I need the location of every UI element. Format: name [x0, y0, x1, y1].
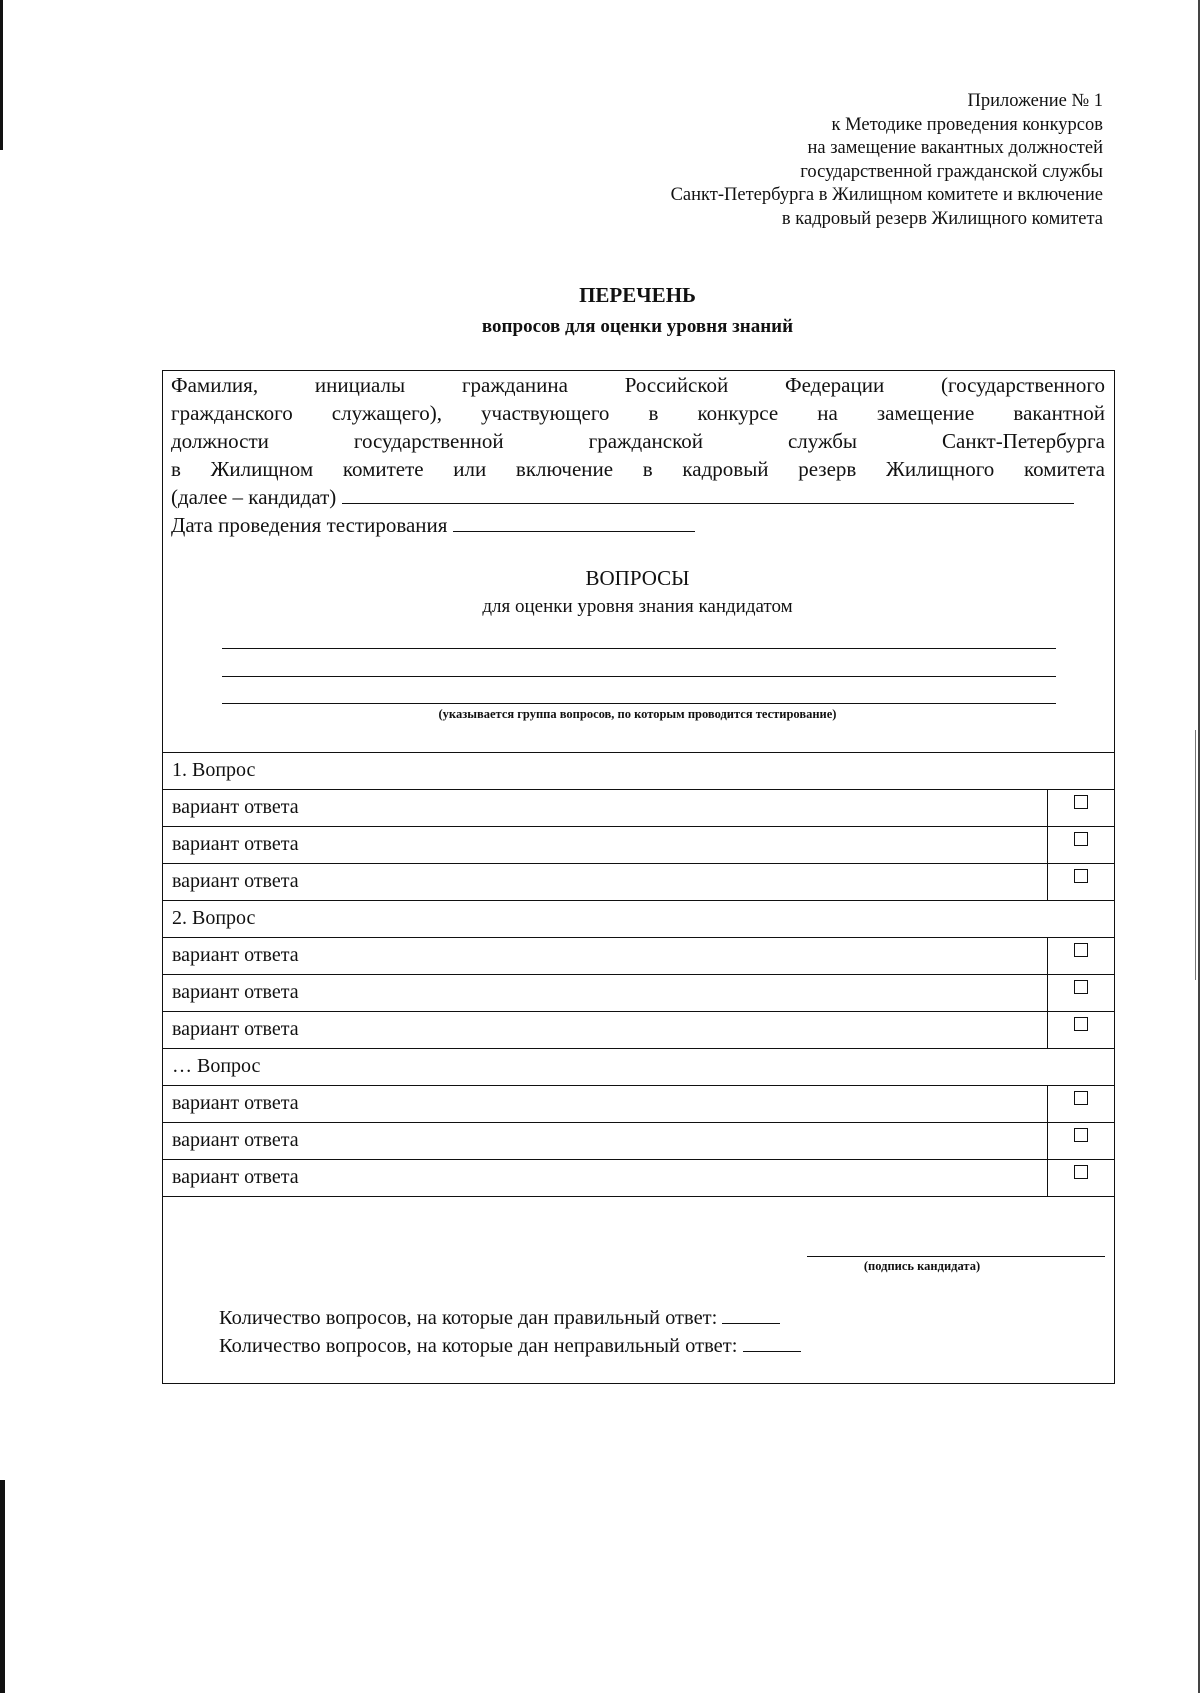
answer-row: [162, 1011, 1115, 1048]
intro-line: в Жилищном комитете или включение в кадровый резерв Жилищного комитета: [171, 457, 1105, 481]
question-group-note: (указывается группа вопросов, по которым проводится тестирование): [438, 707, 837, 721]
candidate-name-field[interactable]: [342, 483, 1074, 504]
checkbox-cell: [1047, 937, 1115, 975]
appendix-header: [671, 90, 1103, 231]
candidate-name-row: [171, 483, 1105, 511]
intro-line: Фамилия, инициалы гражданина Российской Федерации (государственного: [171, 373, 1105, 397]
answer-row: [162, 974, 1115, 1011]
appendix-line: на замещение вакантных должностей: [807, 138, 1103, 158]
answer-row: [162, 1159, 1115, 1196]
questions-subheading: для оценки уровня знания кандидатом: [482, 596, 793, 617]
appendix-line: в кадровый резерв Жилищного комитета: [781, 208, 1103, 229]
scan-edge-left-lower: [0, 1480, 5, 1693]
answer-row: [162, 937, 1115, 974]
candidate-label: (далее – кандидат): [171, 485, 337, 509]
checkbox-cell: [1047, 974, 1115, 1012]
checkbox-cell: [1047, 1011, 1115, 1049]
question-group-field-2[interactable]: [222, 676, 1056, 677]
incorrect-count-label: Количество вопросов, на которые дан неправильный ответ:: [219, 1335, 738, 1357]
signature-label: (подпись кандидата): [863, 1259, 981, 1273]
scan-edge-left: [0, 0, 3, 150]
checkbox-cell: [1047, 789, 1115, 827]
question-title-row: [162, 900, 1115, 937]
question-title: 2. Вопрос: [172, 907, 256, 929]
checkbox-cell: [1047, 1085, 1115, 1123]
answer-checkbox[interactable]: [1074, 1017, 1088, 1031]
checkbox-cell: [1047, 1159, 1115, 1197]
answer-label: вариант ответа: [172, 1018, 299, 1040]
answer-checkbox[interactable]: [1074, 980, 1088, 994]
answer-row: [162, 789, 1115, 826]
incorrect-count-field[interactable]: [743, 1331, 801, 1352]
answer-label: вариант ответа: [172, 1129, 299, 1151]
checkbox-cell: [1047, 1122, 1115, 1160]
test-date-label: Дата проведения тестирования: [171, 513, 448, 537]
answer-label: вариант ответа: [172, 1166, 299, 1188]
answer-checkbox[interactable]: [1074, 795, 1088, 809]
answer-row: [162, 826, 1115, 863]
intro-line: гражданского служащего), участвующего в конкурсе на замещение вакантной: [171, 401, 1105, 425]
answer-row: [162, 1085, 1115, 1122]
answer-row: [162, 1122, 1115, 1159]
question-title-row: [162, 1048, 1115, 1085]
question-title: 1. Вопрос: [172, 759, 256, 781]
checkbox-cell: [1047, 826, 1115, 864]
answer-row: [162, 863, 1115, 900]
appendix-line: государственной гражданской службы: [800, 161, 1103, 182]
questions-heading: ВОПРОСЫ: [585, 566, 690, 590]
intro-line: должности государственной гражданской службы Санкт-Петербурга: [171, 429, 1105, 453]
document-title: ПЕРЕЧЕНЬ: [579, 283, 696, 307]
answer-label: вариант ответа: [172, 981, 299, 1003]
correct-count-row: [219, 1303, 780, 1330]
answer-label: вариант ответа: [172, 944, 299, 966]
answer-checkbox[interactable]: [1074, 1091, 1088, 1105]
correct-count-field[interactable]: [722, 1303, 780, 1324]
table-bottom-rule: [162, 1196, 1115, 1197]
answer-checkbox[interactable]: [1074, 832, 1088, 846]
answer-label: вариант ответа: [172, 833, 299, 855]
answer-checkbox[interactable]: [1074, 1165, 1088, 1179]
question-title-row: [162, 752, 1115, 789]
answer-checkbox[interactable]: [1074, 1128, 1088, 1142]
question-title: … Вопрос: [172, 1055, 261, 1077]
answer-label: вариант ответа: [172, 796, 299, 818]
document-subtitle: вопросов для оценки уровня знаний: [481, 316, 794, 337]
signature-field[interactable]: [807, 1256, 1105, 1257]
test-date-field[interactable]: [453, 511, 695, 532]
answer-checkbox[interactable]: [1074, 869, 1088, 883]
answer-label: вариант ответа: [172, 1092, 299, 1114]
checkbox-cell: [1047, 863, 1115, 901]
correct-count-label: Количество вопросов, на которые дан правильный ответ:: [219, 1307, 718, 1329]
answer-label: вариант ответа: [172, 870, 299, 892]
appendix-line: к Методике проведения конкурсов: [831, 114, 1103, 135]
question-group-field-3[interactable]: [222, 703, 1056, 704]
incorrect-count-row: [219, 1331, 801, 1358]
answer-checkbox[interactable]: [1074, 943, 1088, 957]
question-group-field-1[interactable]: [222, 648, 1056, 649]
candidate-intro: [171, 371, 1105, 539]
appendix-line: Санкт-Петербурга в Жилищном комитете и включение: [670, 185, 1103, 205]
scan-edge-right-inner: [1195, 730, 1196, 980]
test-date-row: [171, 511, 1105, 539]
appendix-line: Приложение № 1: [967, 91, 1103, 111]
